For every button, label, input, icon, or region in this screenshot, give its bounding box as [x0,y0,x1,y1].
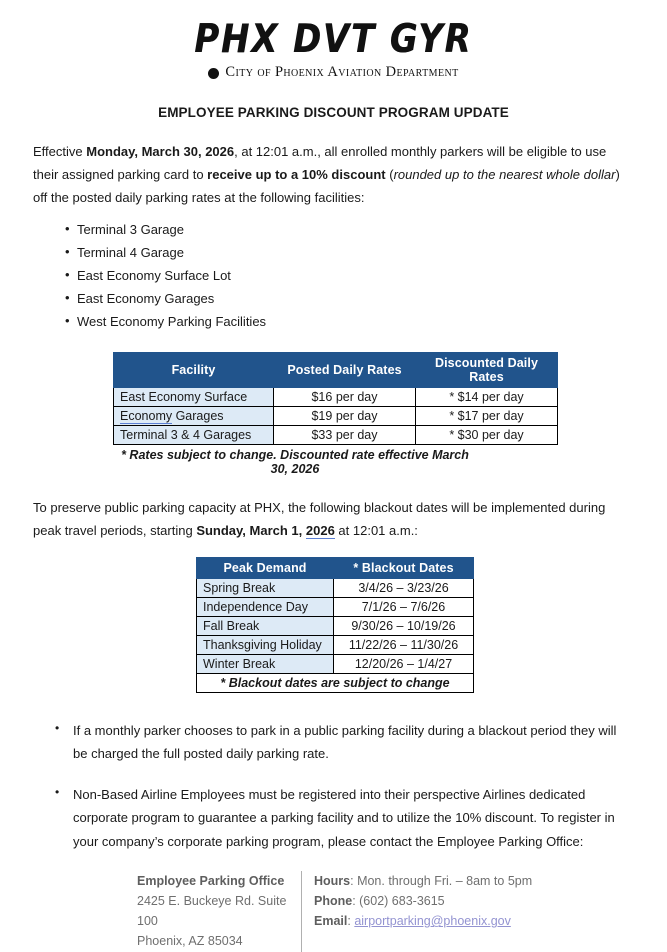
intro-effective-date: Monday, March 30, 2026 [86,144,235,159]
blackout-intro-text-b: at 12:01 a.m.: [334,522,418,538]
intro-paragraph [33,140,634,209]
contact-phone-row [314,891,532,911]
cell-blackout-dates: 9/30/26 – 10/19/26 [334,617,474,636]
notes-list [33,719,634,853]
column-header-facility: Facility [114,352,274,387]
facility-list [33,219,634,333]
contact-hours-value: : Mon. through Fri. – 8am to 5pm [350,873,533,888]
table-row [197,636,474,655]
contact-hours-label: Hours [314,873,351,888]
contact-phone-label: Phone [314,893,353,908]
cell-blackout-dates: 12/20/26 – 1/4/27 [334,655,474,674]
page-title: EMPLOYEE PARKING DISCOUNT PROGRAM UPDATE [158,105,509,120]
cell-peak-demand: Spring Break [197,579,334,598]
list-item: • Terminal 4 Garage [33,242,634,265]
table-row [197,579,474,598]
department-subtitle-text: City of Phoenix Aviation Department [225,64,459,80]
blackout-start-year: 2026 [305,522,335,538]
column-header-discounted-rates: Discounted Daily Rates [416,352,558,387]
cell-peak-demand: Thanksgiving Holiday [197,636,334,655]
blackout-intro-text-a: To preserve public parking capacity at PHX, the following blackout dates will be implemented during peak travel periods, starting [33,499,606,538]
contact-email-label: Email [314,914,348,929]
table-row [197,598,474,617]
cell-blackout-dates: 3/4/26 – 3/23/26 [334,579,474,598]
cell-facility-name: Economy Garages [114,406,274,425]
contact-block [33,871,634,952]
table-footer-row [197,674,474,693]
blackout-table [196,557,474,693]
table-row [197,655,474,674]
cell-posted-rate: $33 per day [274,425,416,444]
intro-text-a: Effective [33,144,87,159]
contact-email-separator: : [347,914,355,929]
cell-peak-demand: Fall Break [197,617,334,636]
contact-email-link[interactable]: airportparking@phoenix.gov [354,914,511,929]
table-row [114,387,558,406]
cell-facility-name: Terminal 3 & 4 Garages [114,425,274,444]
column-header-peak-demand: Peak Demand [197,558,334,579]
table-row [197,617,474,636]
intro-discount-phrase: receive up to a 10% discount [207,167,386,183]
list-item: • East Economy Garages [33,288,634,311]
spellcheck-flagged-word: Economy [120,408,173,423]
list-item: • Terminal 3 Garage [33,219,634,242]
table-header-row [114,352,558,387]
logo-block [33,0,634,81]
cell-discounted-rate: * $17 per day [416,406,558,425]
table-header-row [197,558,474,579]
contact-email-row [314,911,532,931]
blackout-start-date: Sunday, March 1, [196,522,306,538]
list-item: • Non-Based Airline Employees must be registered into their perspective Airlines dedicated corporate program to guarantee a parking facility and to utilize the 10% discount. To register in your company’s corporate parking program, please contact the Employee Parking Office: [33,783,634,852]
cell-discounted-rate: * $14 per day [416,387,558,406]
column-header-posted-rates: Posted Daily Rates [274,352,416,387]
blackout-table-wrapper [33,557,634,693]
list-item: • East Economy Surface Lot [33,265,634,288]
cell-blackout-dates: 11/22/26 – 11/30/26 [334,636,474,655]
contact-phone-value: : (602) 683-3615 [352,893,445,908]
contact-office-name: Employee Parking Office [137,873,285,888]
rates-table-wrapper [33,352,634,445]
contact-address-line-2: Phoenix, AZ 85034 [137,934,243,949]
phx-dvt-gyr-wordmark: PHX DVT GYR [194,15,473,62]
blackout-table-note: * Blackout dates are subject to change [197,674,474,693]
intro-text-c: ( [385,167,394,183]
intro-text-d: ) off the posted daily parking rates at the following facilities: [33,167,620,206]
contact-details-column [301,871,532,952]
contact-address-line-1: 2425 E. Buckeye Rd. Suite 100 [137,893,287,929]
cell-peak-demand: Winter Break [197,655,334,674]
cell-peak-demand: Independence Day [197,598,334,617]
blackout-intro-paragraph [33,496,634,542]
table-row [114,406,558,425]
contact-hours-row [314,871,532,891]
cell-posted-rate: $16 per day [274,387,416,406]
cell-discounted-rate: * $30 per day [416,425,558,444]
intro-rounding-note: rounded up to the nearest whole dollar [393,167,616,183]
list-item: • West Economy Parking Facilities [33,311,634,334]
intro-text-b: , at 12:01 a.m., all enrolled monthly parkers will be eligible to use their assigned parking card to [33,144,607,183]
cell-blackout-dates: 7/1/26 – 7/6/26 [334,598,474,617]
cell-facility-name: East Economy Surface [114,387,274,406]
column-header-blackout-dates: * Blackout Dates [334,558,474,579]
department-subtitle [33,64,634,81]
list-item: • If a monthly parker chooses to park in a public parking facility during a blackout period they will be charged the full posted daily parking rate. [33,719,634,765]
rates-table [113,352,558,445]
table-row [114,425,558,444]
cell-posted-rate: $19 per day [274,406,416,425]
contact-address-column [137,871,301,952]
bird-circle-icon [208,68,219,79]
rates-table-note: * Rates subject to change. Discounted rate effective March 30, 2026 [121,447,469,476]
